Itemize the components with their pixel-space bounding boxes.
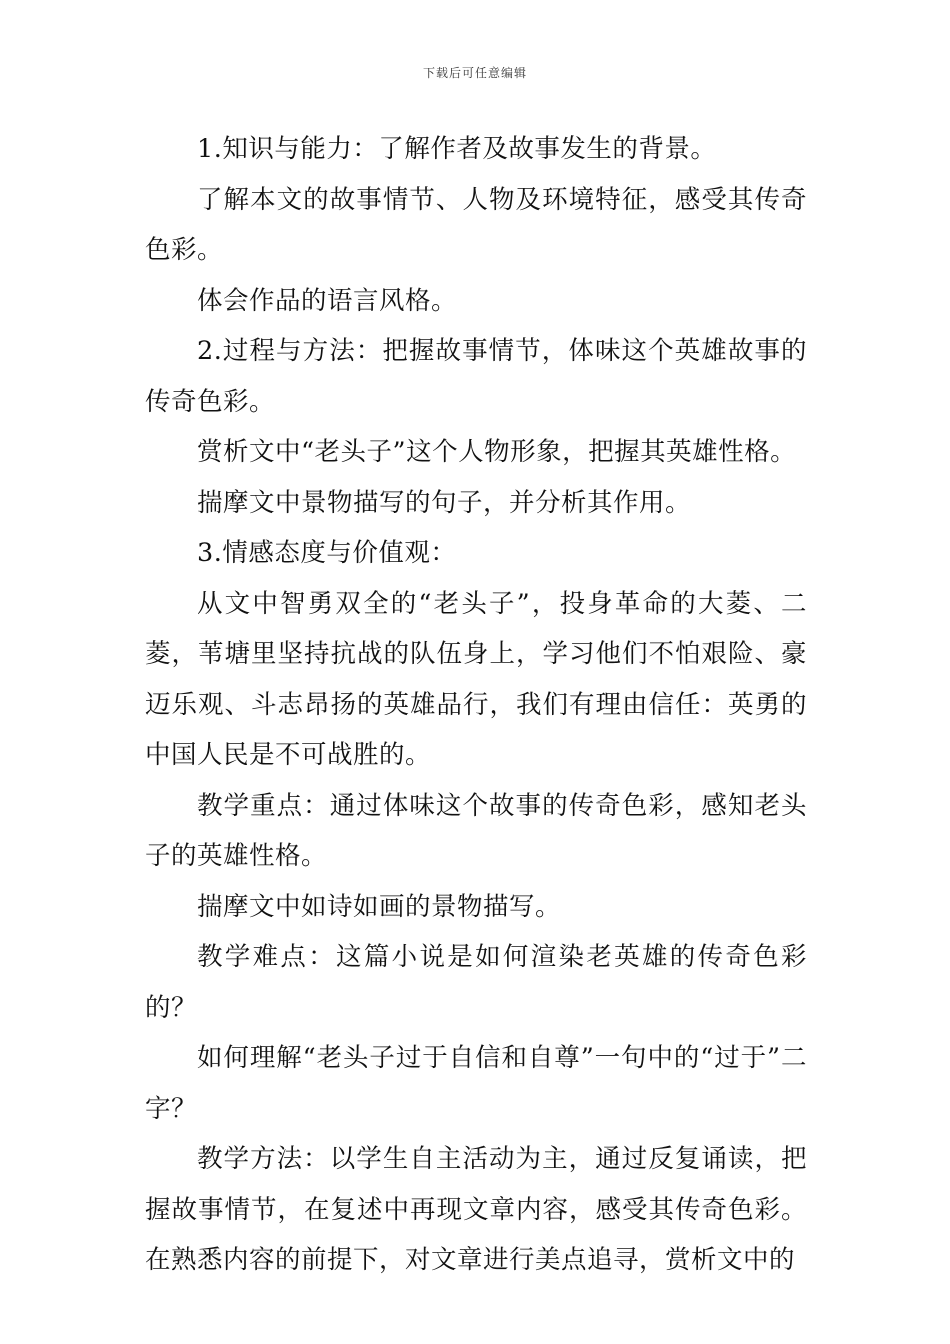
paragraph-language-style: 体会作品的语言风格。 — [197, 285, 458, 316]
page-header: 下载后可任意编辑 — [422, 66, 527, 80]
paragraph-scenery-description: 揣摩文中景物描写的句子，并分析其作用。 — [197, 487, 692, 518]
paragraph-emotion-values: 3.情感态度与价值观： — [197, 538, 457, 568]
paragraph-knowledge-ability: 1.知识与能力：了解作者及故事发生的背景。 — [197, 134, 717, 164]
paragraph-character-analysis: 赏析文中“老头子”这个人物形象，把握其英雄性格。 — [197, 437, 797, 467]
paragraph-heroes-lesson: 从文中智勇双全的“老头子”，投身革命的大菱、二菱，苇塘里坚持抗战的队伍身上，学习他们不怕艰险、豪迈乐观、斗志昂扬的英雄品行，我们有理由信任：英勇的中国人民是不可战胜的。 — [145, 588, 807, 770]
paragraph-scenery-focus: 揣摩文中如诗如画的景物描写。 — [197, 891, 562, 922]
paragraph-story-elements: 了解本文的故事情节、人物及环境特征，感受其传奇色彩。 — [145, 184, 807, 265]
paragraph-teaching-focus: 教学重点：通过体味这个故事的传奇色彩，感知老头子的英雄性格。 — [145, 790, 807, 871]
paragraph-process-method: 2.过程与方法：把握故事情节，体味这个英雄故事的传奇色彩。 — [145, 336, 807, 417]
paragraph-teaching-difficulty: 教学难点：这篇小说是如何渲染老英雄的传奇色彩的？ — [145, 942, 807, 1023]
paragraph-teaching-method: 教学方法：以学生自主活动为主，通过反复诵读，把握故事情节，在复述中再现文章内容，感受其传奇色彩。在熟悉内容的前提下，对文章进行美点追寻，赏析文中的 — [145, 1144, 807, 1275]
document-body — [145, 124, 807, 1286]
paragraph-understanding-question: 如何理解“老头子过于自信和自尊”一句中的“过于”二字？ — [145, 1043, 807, 1124]
